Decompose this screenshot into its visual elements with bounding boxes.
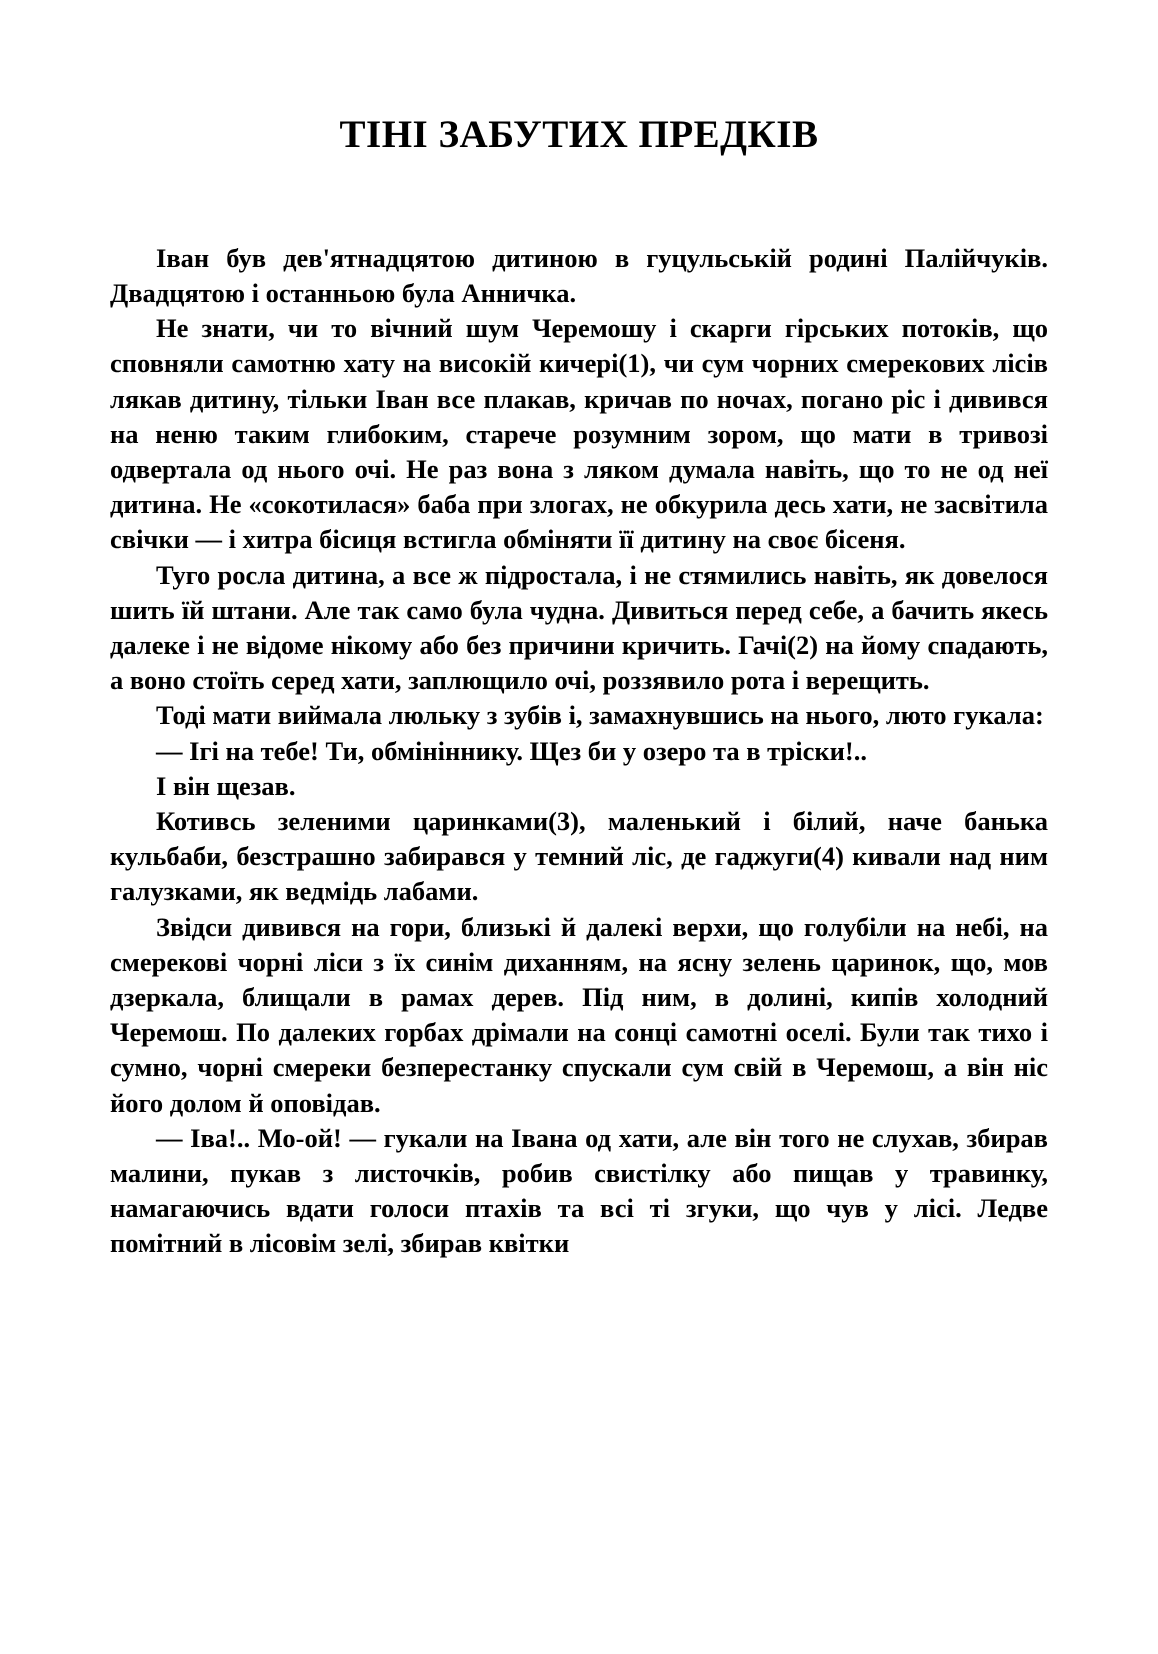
text-body xyxy=(110,241,1048,1262)
paragraph: Тоді мати виймала люльку з зубів і, замахнувшись на нього, люто гукала: xyxy=(156,700,1044,731)
paragraph: Туго росла дитина, а все ж підростала, і не стямились навіть, як довелося шить їй штани. Але так само була чудна. Дивиться перед себе, а бачить якесь далеке і не відоме нікому або без причини кричить. Гачі(2) на йому спадають, а воно стоїть серед хати, заплющило очі, роззявило рота і верещить. xyxy=(110,559,1048,696)
paragraph: Звідси дивився на гори, близькі й далекі верхи, що голубіли на небі, на смерекові чорні ліси з їх синім диханням, на ясну зелень царинок, що, мов дзеркала, блищали в рамах дерев. Під ним, в долині, кипів холодний Черемош. По далеких горбах дрімали на сонці самотні оселі. Були так тихо і сумно, чорні смереки безперестанку спускали сум свій в Черемош, а він ніс його долом й оповідав. xyxy=(110,911,1048,1118)
paragraph: Котивсь зеленими царинками(3), маленький і білий, наче банька кульбаби, безстрашно забирався у темний ліс, де гаджуги(4) кивали над ним галузками, як ведмідь лабами. xyxy=(110,806,1048,907)
paragraph: Не знати, чи то вічний шум Черемошу і скарги гірських потоків, що сповняли самотню хату на високій кичері(1), чи сум чорних смерекових лісів лякав дитину, тільки Іван все плакав, кричав по ночах, погано ріс і дивився на неню таким глибоким, старече розумним зором, що мати в тривозі одвертала од нього очі. Не раз вона з ляком думала навіть, що то не од неї дитина. Не «сокотилася» баба при злогах, не обкурила десь хати, не засвітила свічки — і хитра бісиця встигла обміняти її дитину на своє бісеня. xyxy=(110,313,1048,555)
paragraph: І він щезав. xyxy=(156,770,296,801)
paragraph: — Ігі на тебе! Ти, обмініннику. Щез би у озеро та в тріски!.. xyxy=(156,735,867,766)
paragraph: Іван був дев'ятнадцятою дитиною в гуцульській родині Палійчуків. Двадцятою і останньою була Анничка. xyxy=(110,242,1048,308)
page-title: ТІНІ ЗАБУТИХ ПРЕДКІВ xyxy=(339,113,819,156)
paragraph: — Іва!.. Мо-ой! — гукали на Івана од хати, але він того не слухав, збирав малини, пукав з листочків, робив свистілку або пищав у травинку, намагаючись вдати голоси птахів та всі ті згуки, що чув у лісі. Ледве помітний в лісовім зелі, збирав квітки xyxy=(110,1122,1048,1259)
